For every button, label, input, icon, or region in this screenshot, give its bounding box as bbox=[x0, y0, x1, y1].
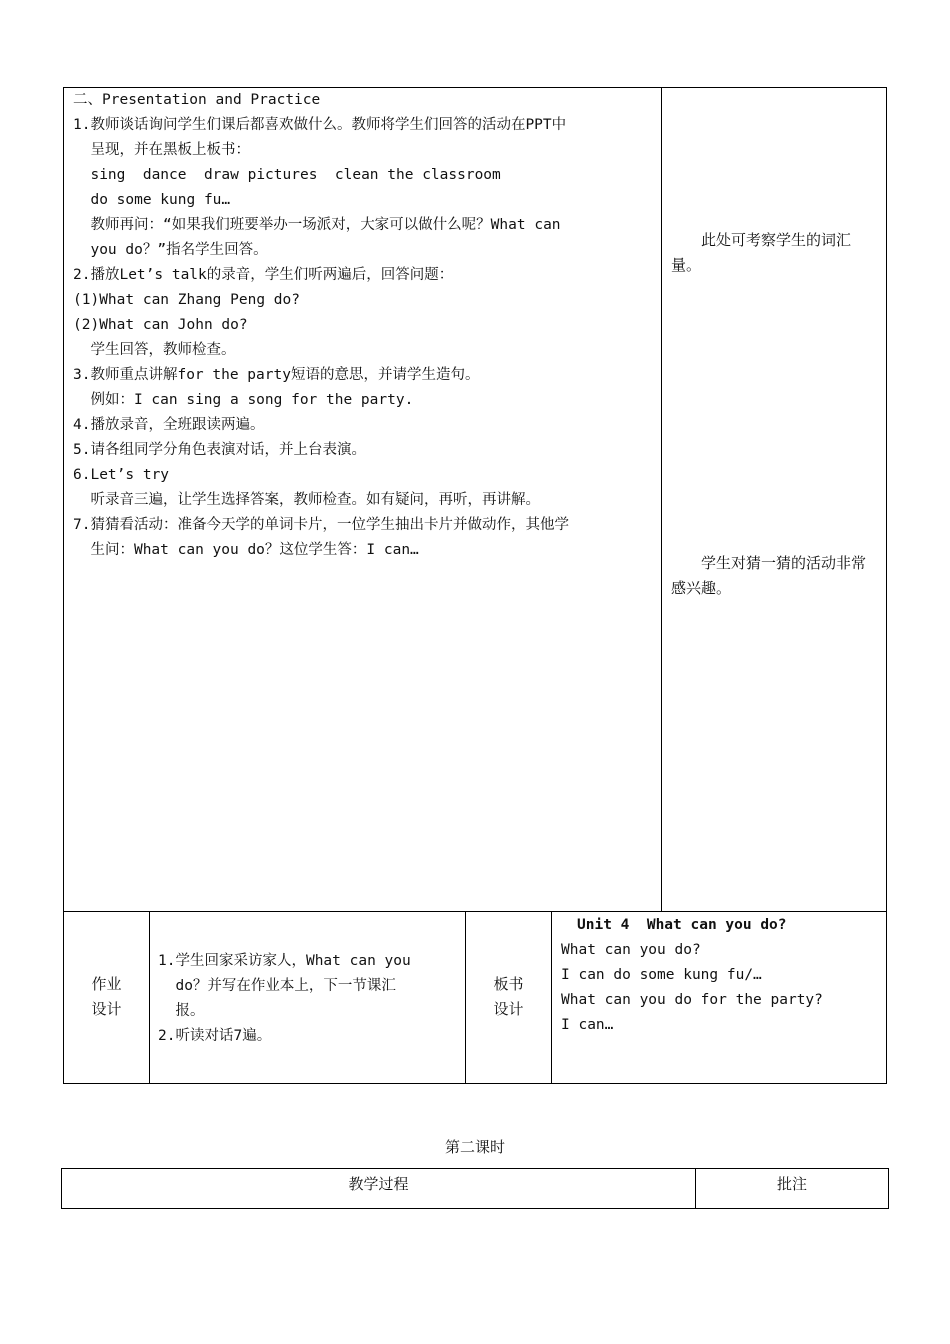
step-6-detail: 听录音三遍，让学生选择答案，教师检查。如有疑问，再听，再讲解。 bbox=[73, 492, 540, 508]
homework-item-1-line-1: 1.学生回家采访家人，What can you bbox=[158, 953, 411, 969]
step-2-line: 2.播放Let’s talk的录音，学生们听两遍后，回答问题： bbox=[73, 267, 454, 283]
step-1-question-line-2: you do？”指名学生回答。 bbox=[73, 242, 268, 258]
board-label-line-1: 板书 bbox=[493, 975, 524, 993]
step-5-line: 5.请各组同学分角色表演对话，并上台表演。 bbox=[73, 442, 366, 458]
homework-item-1-line-3: 报。 bbox=[158, 1003, 205, 1019]
section-heading: 二、Presentation and Practice bbox=[73, 92, 321, 108]
homework-row-divider bbox=[63, 911, 887, 912]
question-2: (2)What can John do? bbox=[73, 317, 248, 333]
step-3-line: 3.教师重点讲解for the party短语的意思，并请学生造句。 bbox=[73, 367, 480, 383]
notes-divider bbox=[661, 87, 662, 911]
homework-label-divider bbox=[149, 911, 150, 1084]
board-line-2: I can do some kung fu/… bbox=[561, 967, 762, 983]
step-1-question-line-1: 教师再问：“如果我们班要举办一场派对，大家可以做什么呢？What can bbox=[73, 217, 561, 233]
step-4-line: 4.播放录音，全班跟读两遍。 bbox=[73, 417, 265, 433]
homework-label-line-1: 作业 bbox=[91, 975, 122, 993]
teaching-process-header: 教学过程 bbox=[348, 1175, 409, 1193]
homework-label-line-2: 设计 bbox=[91, 1000, 122, 1018]
question-1: (1)What can Zhang Peng do? bbox=[73, 292, 300, 308]
guessing-game-note: 学生对猜一猜的活动非常感兴趣。 bbox=[671, 554, 867, 597]
step-7-line-1: 7.猜猜看活动：准备今天学的单词卡片，一位学生抽出卡片并做动作，其他学 bbox=[73, 517, 569, 533]
step-7-line-2: 生问：What can you do？这位学生答：I can… bbox=[73, 542, 419, 558]
board-label bbox=[466, 972, 551, 1022]
step-1-vocab-line-1: sing dance draw pictures clean the classroom bbox=[73, 167, 501, 183]
board-title: Unit 4 What can you do? bbox=[577, 917, 787, 933]
board-label-divider bbox=[551, 911, 552, 1084]
annotation-header: 批注 bbox=[776, 1175, 807, 1193]
board-label-line-2: 设计 bbox=[493, 1000, 524, 1018]
board-line-1: What can you do? bbox=[561, 942, 701, 958]
step-2-answer: 学生回答，教师检查。 bbox=[73, 342, 236, 358]
step-1-line-1: 1.教师谈话询问学生们课后都喜欢做什么。教师将学生们回答的活动在PPT中 bbox=[73, 117, 567, 133]
homework-item-1-line-2: do？并写在作业本上，下一节课汇 bbox=[158, 978, 396, 994]
step-1-line-2: 呈现，并在黑板上板书： bbox=[73, 142, 250, 158]
board-line-4: I can… bbox=[561, 1017, 614, 1033]
board-line-3: What can you do for the party? bbox=[561, 992, 823, 1008]
step-3-example: 例如：I can sing a song for the party. bbox=[73, 392, 414, 408]
vocabulary-note: 此处可考察学生的词汇量。 bbox=[671, 231, 852, 274]
homework-item-2: 2.听读对话7遍。 bbox=[158, 1028, 272, 1044]
lesson-2-title: 第二课时 bbox=[444, 1138, 505, 1156]
homework-label bbox=[64, 972, 149, 1022]
step-1-vocab-line-2: do some kung fu… bbox=[73, 192, 231, 208]
step-6-line: 6.Let’s try bbox=[73, 467, 170, 483]
